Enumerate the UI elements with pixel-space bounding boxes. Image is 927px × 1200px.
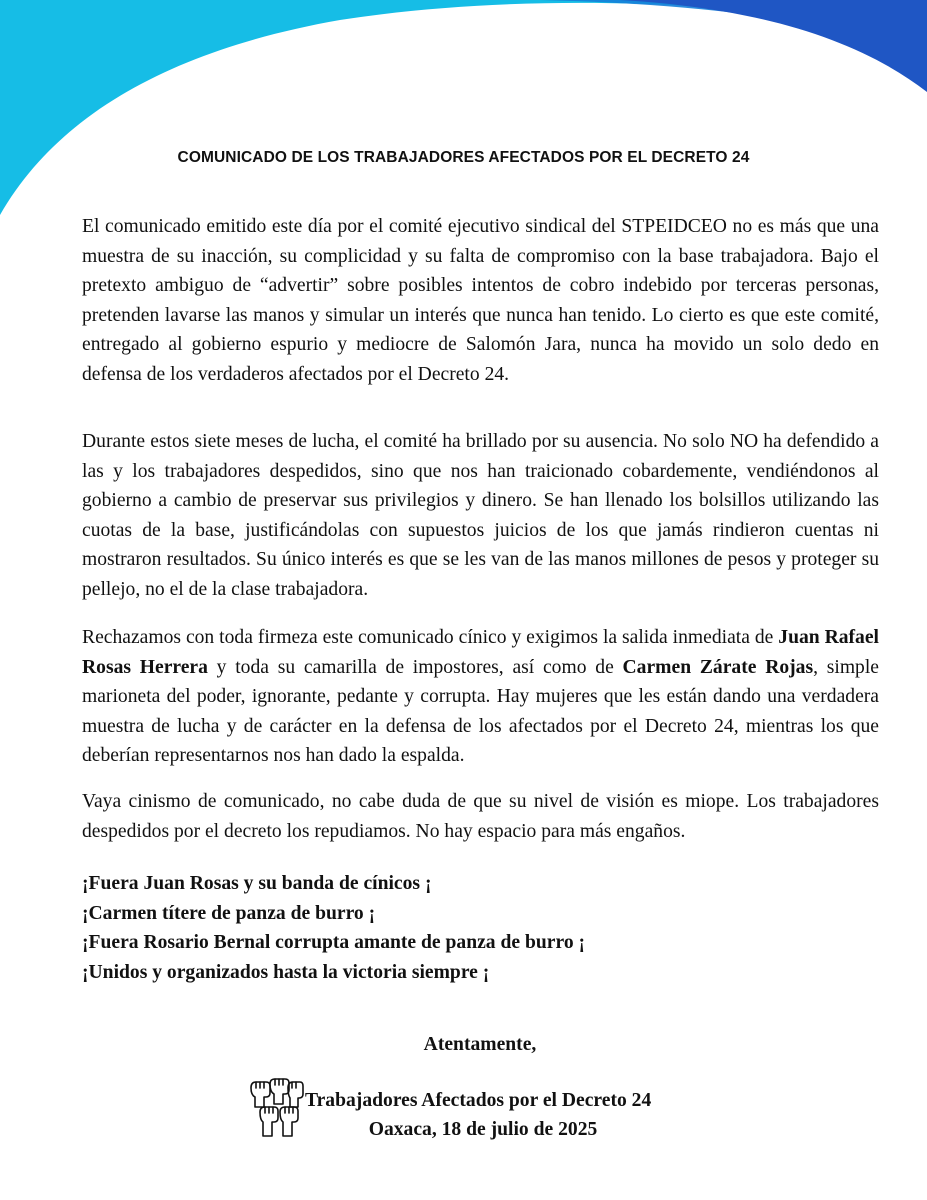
header-wave-decoration: [0, 0, 927, 230]
signature-organization: Trabajadores Afectados por el Decreto 24: [305, 1090, 652, 1111]
slogan-item: ¡Fuera Rosario Bernal corrupta amante de panza de burro ¡: [82, 932, 586, 954]
highlighted-name-juan-rosas: Juan Rafael Rosas Herrera: [82, 627, 879, 678]
paragraph-3-text-a: Rechazamos con toda firmeza este comunicado cínico y exigimos la salida inmediata de: [82, 627, 779, 648]
closing-salutation: Atentamente,: [423, 1034, 537, 1055]
paragraph-3-text-b: y toda su camarilla de impostores, así como de: [207, 656, 623, 678]
paragraph-3-text-c: , simple marioneta del poder, ignorante, pedante y corrupta. Hay mujeres que les están dando una verdadera muestra de lucha y de carácter en la defensa de los afectados por el Decreto 24, mientras los que deberían representarnos nos han dado la espalda.: [82, 656, 879, 767]
paragraph-3: [82, 623, 879, 771]
document-title: COMUNICADO DE LOS TRABAJADORES AFECTADOS POR EL DECRETO 24: [177, 149, 750, 166]
highlighted-name-carmen-zarate: Carmen Zárate Rojas: [622, 656, 814, 678]
paragraph-1: El comunicado emitido este día por el comité ejecutivo sindical del STPEIDCEO no es más que una muestra de su inacción, su complicidad y su falta de compromiso con la base trabajadora. Bajo el pretexto ambiguo de “advertir” sobre posibles intentos de cobro indebido por terceras personas, pretenden lavarse las manos y simular un interés que nunca han tenido. Lo cierto es que este comité, entregado al gobierno espurio y mediocre de Salomón Jara, nunca ha movido un solo dedo en defensa de los verdaderos afectados por el Decreto 24.: [82, 216, 879, 385]
paragraph-4: Vaya cinismo de comunicado, no cabe duda de que su nivel de visión es miope. Los trabajadores despedidos por el decreto los repudiamos. No hay espacio para más engaños.: [82, 791, 879, 842]
paragraph-2: Durante estos siete meses de lucha, el comité ha brillado por su ausencia. No solo NO ha defendido a las y los trabajadores despedidos, sino que nos han traicionado cobardemente, vendiéndonos al gobierno a cambio de preservar sus privilegios y dinero. Se han llenado los bolsillos utilizando las cuotas de la base, justificándolas con supuestos juicios de los que jamás rindieron cuentas ni mostraron resultados. Su único interés es que se les van de las manos millones de pesos y proteger su pellejo, no el de la clase trabajadora.: [82, 431, 879, 600]
slogans-list: [82, 869, 879, 987]
slogan-item: ¡Unidos y organizados hasta la victoria siempre ¡: [82, 961, 490, 983]
slogan-item: ¡Carmen títere de panza de burro ¡: [82, 902, 376, 924]
place-and-date: Oaxaca, 18 de julio de 2025: [368, 1119, 598, 1140]
slogan-item: ¡Fuera Juan Rosas y su banda de cínicos ¡: [82, 873, 432, 894]
